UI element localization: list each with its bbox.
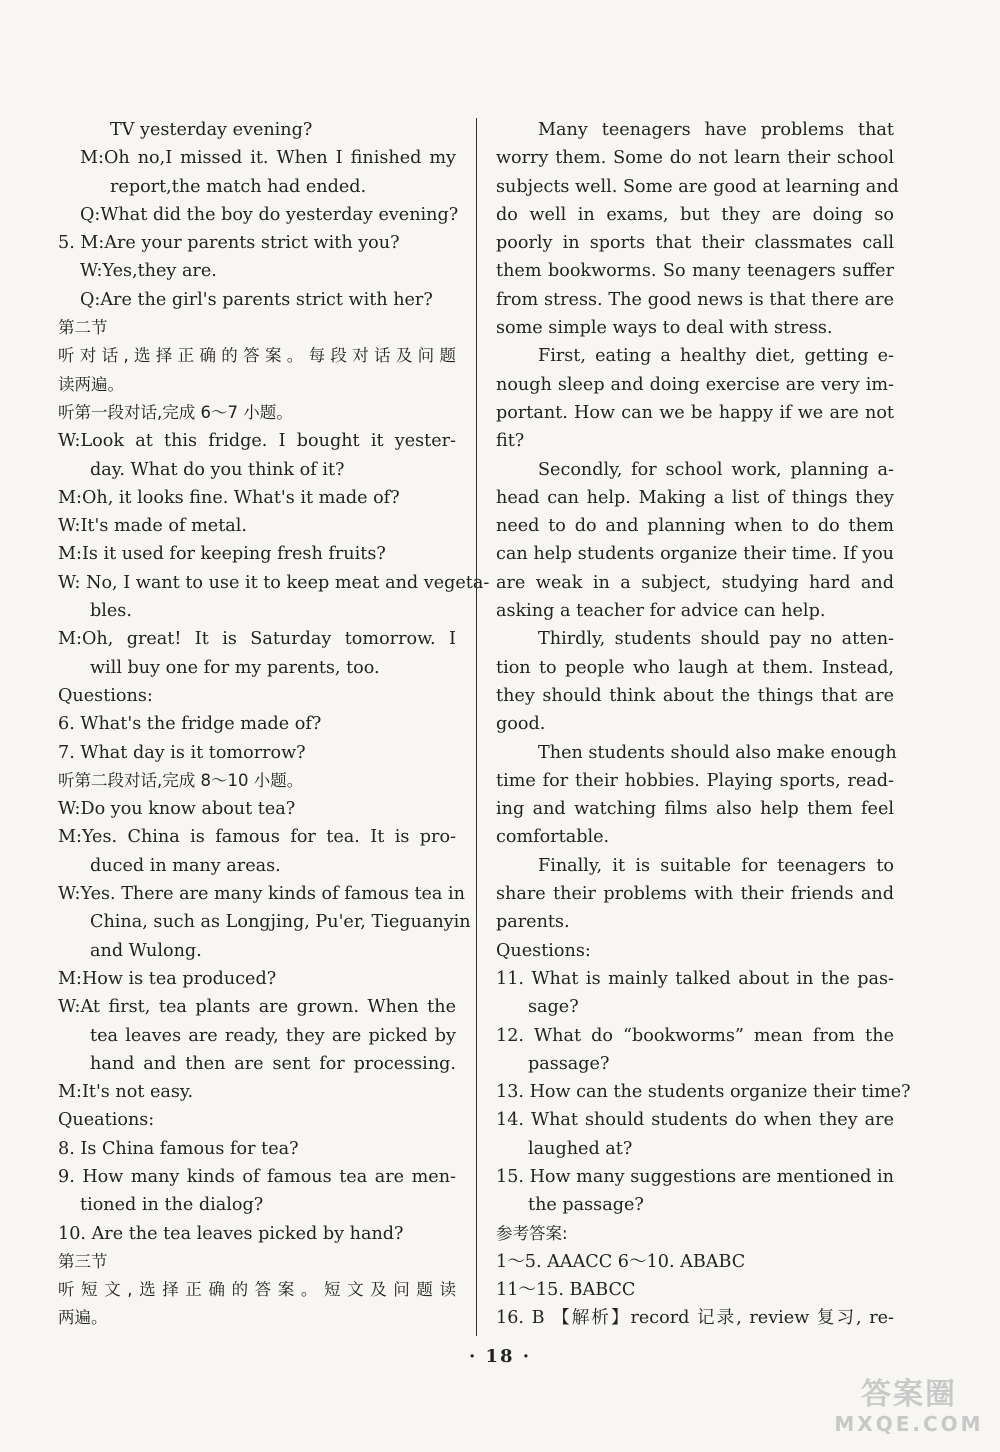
- text-line: M:Is it used for keeping fresh fruits?: [58, 544, 386, 565]
- watermark-site: MXQE.COM: [834, 1412, 984, 1436]
- text-line: Queations:: [58, 1110, 155, 1131]
- text-line: portant. How can we be happy if we are not: [496, 402, 894, 423]
- text-line: they should think about the things that are: [496, 685, 894, 706]
- text-line: 听对话,选择正确的答案。每段对话及问题: [58, 346, 456, 366]
- text-line: do well in exams, but they are doing so: [496, 204, 894, 225]
- text-line: nough sleep and doing exercise are very im-: [496, 374, 894, 395]
- text-line: W:Look at this fridge. I bought it yester-: [58, 431, 456, 452]
- text-line: First, eating a healthy diet, getting e-: [538, 346, 894, 367]
- text-line: Secondly, for school work, planning a-: [538, 459, 894, 480]
- watermark-title: 答案圈: [861, 1377, 957, 1412]
- text-line: 1～5. AAACC 6～10. ABABC: [496, 1251, 746, 1272]
- text-line: 听第二段对话,完成 8～10 小题。: [58, 770, 304, 790]
- text-line: Many teenagers have problems that: [538, 120, 894, 140]
- text-line: comfortable.: [496, 827, 610, 848]
- text-line: 第三节: [58, 1251, 108, 1271]
- text-line: 听第一段对话,完成 6～7 小题。: [58, 402, 293, 422]
- text-line: hand and then are sent for processing.: [90, 1053, 456, 1074]
- text-line: Thirdly, students should pay no atten-: [538, 629, 894, 650]
- text-line: from stress. The good news is that there are: [496, 289, 894, 310]
- text-line: W: No, I want to use it to keep meat and vegeta-: [58, 572, 490, 593]
- column-divider: [476, 118, 477, 1336]
- text-line: share their problems with their friends and: [496, 884, 894, 905]
- text-line: 听短文,选择正确的答案。短文及问题读: [58, 1280, 456, 1300]
- text-line: M:Oh no,I missed it. When I finished my: [80, 148, 456, 169]
- text-line: 13. How can the students organize their time?: [496, 1082, 911, 1103]
- text-line: Finally, it is suitable for teenagers to: [538, 855, 894, 876]
- text-line: W:At first, tea plants are grown. When the: [58, 997, 456, 1018]
- text-line: worry them. Some do not learn their school: [496, 148, 894, 169]
- text-line: tion to people who laugh at them. Instead,: [496, 657, 894, 678]
- text-line: tioned in the dialog?: [80, 1195, 264, 1216]
- text-line: 9. How many kinds of famous tea are men-: [58, 1166, 456, 1187]
- text-line: can help students organize their time. If you: [496, 544, 894, 565]
- text-line: 10. Are the tea leaves picked by hand?: [58, 1223, 404, 1244]
- text-line: 16. B 【解析】record 记录, review 复习, re-: [496, 1308, 894, 1329]
- text-line: some simple ways to deal with stress.: [496, 318, 833, 339]
- text-line: time for their hobbies. Playing sports, read-: [496, 770, 894, 791]
- text-line: 参考答案:: [496, 1223, 568, 1243]
- text-line: M:Yes. China is famous for tea. It is pro-: [58, 827, 456, 848]
- page-number: · 18 ·: [468, 1346, 532, 1367]
- text-line: 8. Is China famous for tea?: [58, 1138, 299, 1159]
- text-line: Questions:: [58, 685, 153, 706]
- text-line: head can help. Making a list of things they: [496, 487, 894, 508]
- text-line: China, such as Longjing, Pu'er, Tieguanyin: [90, 912, 471, 933]
- text-line: TV yesterday evening?: [110, 120, 313, 140]
- text-line: subjects well. Some are good at learning and: [496, 176, 899, 197]
- text-line: M:Oh, great! It is Saturday tomorrow. I: [58, 629, 456, 650]
- text-line: W:Yes,they are.: [80, 261, 217, 282]
- text-line: M:How is tea produced?: [58, 968, 277, 989]
- text-line: M:It's not easy.: [58, 1082, 194, 1103]
- text-line: 读两遍。: [58, 374, 124, 394]
- text-line: asking a teacher for advice can help.: [496, 601, 826, 622]
- text-line: 第二节: [58, 318, 108, 338]
- left-column: [58, 116, 490, 1333]
- text-line: 14. What should students do when they are: [496, 1110, 894, 1131]
- text-line: W:It's made of metal.: [58, 516, 247, 537]
- text-line: Q:Are the girl's parents strict with her?: [80, 289, 433, 310]
- text-line: tea leaves are ready, they are picked by: [90, 1025, 456, 1046]
- text-line: 15. How many suggestions are mentioned in: [496, 1166, 894, 1187]
- text-line: sage?: [528, 997, 579, 1018]
- text-line: parents.: [496, 912, 570, 933]
- text-line: W:Yes. There are many kinds of famous tea in: [58, 884, 465, 905]
- text-line: M:Oh, it looks fine. What's it made of?: [58, 487, 400, 508]
- text-line: 两遍。: [58, 1308, 108, 1328]
- text-line: 7. What day is it tomorrow?: [58, 742, 306, 763]
- right-column: [496, 116, 911, 1333]
- text-line: 12. What do “bookworms” mean from the: [496, 1025, 894, 1046]
- text-line: need to do and planning when to do them: [496, 516, 894, 537]
- text-line: them bookworms. So many teenagers suffer: [496, 261, 894, 282]
- text-line: report,the match had ended.: [110, 176, 367, 197]
- text-line: Q:What did the boy do yesterday evening?: [80, 204, 459, 225]
- text-line: bles.: [90, 601, 132, 622]
- text-line: W:Do you know about tea?: [58, 799, 296, 820]
- text-line: ing and watching films also help them feel: [496, 799, 894, 820]
- text-line: passage?: [528, 1053, 610, 1074]
- text-line: the passage?: [528, 1195, 644, 1216]
- text-line: are weak in a subject, studying hard and: [496, 572, 894, 593]
- text-line: day. What do you think of it?: [90, 459, 345, 480]
- text-line: laughed at?: [528, 1138, 633, 1159]
- text-line: 11. What is mainly talked about in the pas-: [496, 968, 894, 989]
- text-line: and Wulong.: [90, 940, 202, 961]
- text-line: 5. M:Are your parents strict with you?: [58, 233, 400, 254]
- text-line: poorly in sports that their classmates call: [496, 233, 894, 254]
- text-line: 6. What's the fridge made of?: [58, 714, 322, 735]
- text-line: Questions:: [496, 940, 591, 961]
- text-line: fit?: [496, 431, 525, 452]
- text-line: 11～15. BABCC: [496, 1280, 636, 1301]
- text-line: Then students should also make enough: [538, 742, 897, 763]
- watermark-logo: [834, 1378, 984, 1440]
- text-line: will buy one for my parents, too.: [90, 657, 380, 678]
- text-line: duced in many areas.: [90, 855, 281, 876]
- text-line: good.: [496, 714, 546, 735]
